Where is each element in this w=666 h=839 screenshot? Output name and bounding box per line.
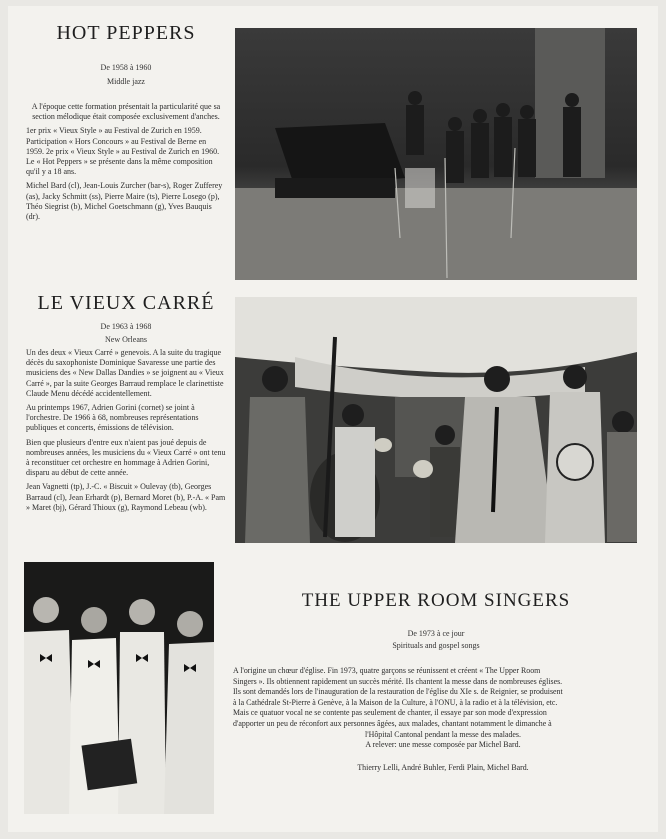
upper-room-line2: Singers ». Ils obtiennent rapidement un succès mérité. Ils chantent la messe dans de nombreuses églises. [233,676,563,686]
upper-room-photo [24,562,214,814]
program-page [8,6,658,832]
vieux-carre-title: LE VIEUX CARRÉ [37,292,215,314]
vieux-carre-text [26,348,226,517]
hot-peppers-members: Michel Bard (cl), Jean-Louis Zurcher (bar-s), Roger Zufferey (as), Jacky Schmitt (ss), Pierre Maire (ts), Pierre Losego (p), Théo Siegrist (b), Michel Goetschmann (g), Yves Bauquis (dr). [26,181,223,222]
upper-room-line7: l'Hôpital Cantonal pendant la messe des malades. [365,729,521,739]
vieux-carre-members: Jean Vagnetti (tp), J.-C. « Biscuit » Oulevay (tb), Georges Barraud (cl), Jean Erhardt (p), Bernard Moret (b), P.-A. « Pam » Maret (bj), Gérard Thioux (g), Raymond Lebeau (wb). [26,482,226,512]
hot-peppers-para2: 1er prix « Vieux Style » au Festival de Zurich en 1959. Participation « Hors Concours » au Festival de Berne en 1959. 2e prix « Vieux Style » au Festival de Zurich en 1960. Le « Hot Peppers » se présente dans la même composition qu'il y a 18 ans. [26,126,220,177]
hot-peppers-title: HOT PEPPERS [56,22,196,44]
upper-room-line5: Mais ce quatuor vocal ne se contente pas seulement de chanter, il essaye par son mode d'expression [233,708,547,718]
upper-room-members: Thierry Lelli, André Buhler, Ferdi Plain, Michel Bard. [357,762,529,772]
vieux-carre-para1: Un des deux « Vieux Carré » genevois. A la suite du tragique décès du saxophoniste Dominique Savaresse une partie des musiciens des « New Dallas Dandies » se joignent au « Vieux Carré », par la suite Georges Barraud remplace le clarinettiste Claude Menu décédé accidentellement. [26,348,224,398]
upper-room-line3: Ils sont demandés lors de l'inauguration de la restauration de l'église du XIe s. de Reignier, se produisent [233,687,563,697]
upper-room-text [233,666,653,773]
vieux-carre-dates: De 1963 à 1968 [100,322,152,331]
upper-room-style: Spirituals and gospel songs [392,641,480,650]
hot-peppers-text [26,102,226,226]
hot-peppers-para1: A l'époque cette formation présentait la particularité que sa section mélodique était composée exclusivement d'anches. [31,102,221,122]
vieux-carre-para3: Bien que plusieurs d'entre eux n'aient pas joué depuis de nombreuses années, les musiciens du « Vieux Carré » ont tenu à reconstituer cet orchestre en hommage à Adrien Gorini, disparu au début de cette année. [26,437,226,478]
upper-room-line6: d'apporter un peu de réconfort aux personnes âgées, aux malades, chantant notamment le dimanche à [233,718,552,728]
upper-room-line1: A l'origine un chœur d'église. Fin 1973, quatre garçons se réunissent et créent « The Upper Room [233,666,541,675]
upper-room-title: THE UPPER ROOM SINGERS [301,590,571,611]
upper-room-line4: à la Cathédrale St-Pierre à Genève, à la Maison de la Culture, à l'ONU, à la radio et à la télévision, etc. [233,697,558,707]
upper-room-line8: A relever: une messe composée par Michel Bard. [365,740,521,750]
vieux-carre-style: New Orleans [105,335,147,344]
hot-peppers-dates: De 1958 à 1960 [100,63,152,72]
vieux-carre-para2: Au printemps 1967, Adrien Gorini (cornet) se joint à l'orchestre. De 1966 à 68, nombreuses représentations publiques et concerts, émissions de télévision. [26,403,199,433]
hot-peppers-photo [235,28,637,280]
upper-room-dates: De 1973 à ce jour [407,629,465,638]
vieux-carre-photo [235,297,637,543]
hot-peppers-style: Middle jazz [107,77,145,86]
